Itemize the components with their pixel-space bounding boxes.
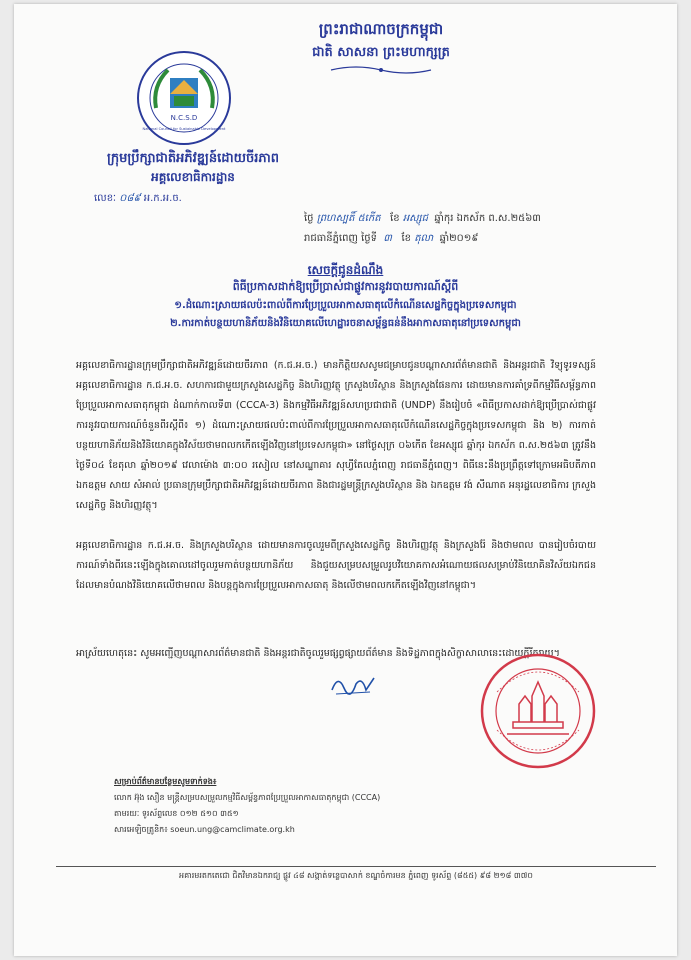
ncsd-logo (134, 48, 234, 148)
report-title-2: ២.ការកាត់បន្ថយហានិភ័យនិងវិនិយោគលើហេដ្ឋារចនាសម្ព័ន្ធធន់នឹងអាកាសធាតុនៅប្រទេសកម្ពុជា (170, 318, 521, 329)
lunar-day: ព្រហស្បតិ៍ ៥កើត (316, 213, 381, 224)
report-title-1: ១.ដំណោះស្រាយផលប៉ះពាល់ពីការប្រែប្រួលអាកាសធាតុលើកំណើនសេដ្ឋកិច្ចក្នុងប្រទេសកម្ពុជា (174, 300, 517, 311)
kingdom-heading: ព្រះរាជាណាចក្រកម្ពុជា (318, 20, 444, 38)
reference-number (94, 191, 182, 206)
contact-block (114, 774, 414, 838)
logo-text: National Council for Sustainable Development (142, 127, 226, 131)
lunar-prefix: ថ្ងៃ (304, 213, 314, 224)
notice-title: សេចក្តីជូនដំណឹង (307, 263, 384, 277)
month-label: ខែ (401, 233, 411, 244)
lunar-date (304, 211, 541, 226)
ref-number: ០៨៩ (119, 193, 141, 204)
solar-date (304, 231, 478, 246)
org-name: ក្រុមប្រឹក្សាជាតិអភិវឌ្ឍន៍ដោយចីរភាព (106, 151, 280, 166)
official-seal-icon (479, 652, 597, 770)
footer-address: អគារមរតកតេជោ ជិតវិមានឯករាជ្យ ផ្លូវ ៤៨ សង្កាត់ទន្លេបាសាក់ ខណ្ឌចំការមន ភ្នំពេញ ទូរស័ព្ទ (៨៥៥) ៩៨ ២១៨ ៣៧០ (179, 871, 533, 880)
body-paragraph-1: អគ្គលេខាធិការដ្ឋានក្រុមប្រឹក្សាជាតិអភិវឌ្ឍន៍ដោយចីរភាព (ក.ជ.អ.ច.) មានកិត្តិយសសូមជម្រាបជូនបណ្តាសារព័ត៌មានជាតិ និងអន្តរជាតិ វិទ្យុទូរទស្សន៍ អគ្គលេខាធិការដ្ឋាន ក.ជ.អ.ច. សហការជាមួយក្រសួងសេដ្ឋកិច្ច និងហិរញ្ញវត្ថុ ក្រសួងបរិស្ថាន និងក្រសួងផែនការ ដោយមានការគាំទ្រពីកម្មវិធីសម្ព័ន្ធភាពប្រែប្រួលអាកាសធាតុកម្ពុជា ដំណាក់កាលទី៣ (CCCA-3) និងកម្មវិធីអភិវឌ្ឍន៍សហប្រជាជាតិ (UNDP) នឹងរៀបចំ «ពិធីប្រកាសដាក់ឱ្យប្រើប្រាស់ជាផ្លូវការនូវរបាយការណ៍ចំនួនពីរស្តីពី៖ ១) ដំណោះស្រាយផលប៉ះពាល់ពីការប្រែប្រួលអាកាសធាតុលើកំណើនសេដ្ឋកិច្ចក្នុងប្រទេសកម្ពុជា និង ២) ការកាត់បន្ថយហានិភ័យនិងវិនិយោគក្នុងវិស័យថាមពលកកើតឡើងវិញនៅប្រទេសកម្ពុជា» នៅថ្ងៃសុក្រ ០៦កើត ខែអស្សុជ ឆ្នាំកុរ ឯកស័ក ព.ស.២៥៦៣ ត្រូវនឹងថ្ងៃទី០៤ ខែតុលា ឆ្នាំ២០១៩ វេលាម៉ោង ៣:០០ រសៀល នៅសណ្ឋាគារ សុហ្វីតែលភ្នំពេញ រាជធានីភ្នំពេញ។ ពិធីនេះនឹងប្រព្រឹត្តទៅក្រោមអធិបតីភាព ឯកឧត្តម សាយ សំអាល់ ប្រធានក្រុមប្រឹក្សាជាតិអភិវឌ្ឍន៍ដោយចីរភាព និងជារដ្ឋមន្ត្រីក្រសួងបរិស្ថាន និង ឯកឧត្តម វង់ សីណាត អនុរដ្ឋលេខាធិការ ក្រសួងសេដ្ឋកិច្ច និងហិរញ្ញវត្ថុ។ (76, 360, 596, 511)
body-paragraph-2: អគ្គលេខាធិការដ្ឋាន ក.ជ.អ.ច. និងក្រសួងបរិស្ថាន ដោយមានការចូលរួមពីក្រសួងសេដ្ឋកិច្ច និងហិរញ្ញវត្ថុ និងក្រសួងរ៉ែ និងថាមពល បានរៀបចំរបាយការណ៍ទាំងពីរនេះឡើងក្នុងគោលដៅចូលរួមកាត់បន្ថយហានិភ័យ និងជួយសម្របសម្រួលរូបវិយោគកាសអំណោយផលសម្រាប់វិនិយោគិនវិស័យឯកជន ដែលមានបំណងវិនិយោគលើថាមពល និងបន្តក្នុងការប្រែប្រួលអាកាសធាតុ និងលើថាមពលកកើតឡើងវិញនៅកម្ពុជា។ (76, 540, 596, 591)
body-paragraph-3: អាស្រ័យហេតុនេះ សូមអញ្ជើញបណ្តាសារព័ត៌មានជាតិ និងអន្តរជាតិចូលរួមផ្សព្វផ្សាយព័ត៌មាន និងទិដ្ឋភាពក្នុងសិក្ខាសាលានេះដោយក្តីរីករាយ។ (76, 648, 560, 659)
date-day: ៣ (383, 233, 392, 244)
notice-subtitle: ពិធីប្រកាសដាក់ឱ្យប្រើប្រាស់ជាផ្លូវការនូវរបាយការណ៍ស្តីពី (232, 280, 459, 293)
lunar-year: ឆ្នាំកុរ ឯកស័ក ព.ស.២៥៦៣ (434, 213, 541, 224)
handwritten-signature (330, 672, 376, 698)
city-prefix: រាជធានីភ្នំពេញ ថ្ងៃទី (304, 233, 378, 244)
document-page (14, 4, 677, 956)
lunar-month: អស្សុជ (402, 213, 429, 224)
ref-suffix: អ.ក.អ.ច. (143, 193, 182, 204)
date-month: តុលា (414, 233, 434, 244)
department-name: អគ្គលេខាធិការដ្ឋាន (151, 170, 235, 184)
contact-title: សម្រាប់ព័ត៌មានបន្ថែមសូមទាក់ទង៖ (114, 777, 217, 786)
footer-divider (56, 866, 656, 867)
ref-label: លេខៈ (94, 193, 117, 204)
contact-email[interactable]: សារអេឡិចត្រូនិក៖ soeun.ung@camclimate.org.kh (114, 825, 295, 834)
lunar-month-label: ខែ (390, 213, 400, 224)
kingdom-motto: ជាតិ សាសនា ព្រះមហាក្សត្រ (312, 45, 450, 60)
date-year: ឆ្នាំ២០១៩ (439, 233, 479, 244)
contact-name: លោក អ៊ុង សឿន មន្ត្រីសម្របសម្រួលកម្មវិធីសម្ព័ន្ធភាពប្រែប្រួលអាកាសធាតុកម្ពុជា (CCCA) (114, 793, 381, 802)
flourish-ornament (326, 64, 436, 76)
logo-abbr: N.C.S.D (170, 114, 198, 122)
contact-phone: តាមរយៈ ទូរស័ព្ទលេខ ០១២ ៥១០ ៣៥១ (114, 809, 239, 818)
